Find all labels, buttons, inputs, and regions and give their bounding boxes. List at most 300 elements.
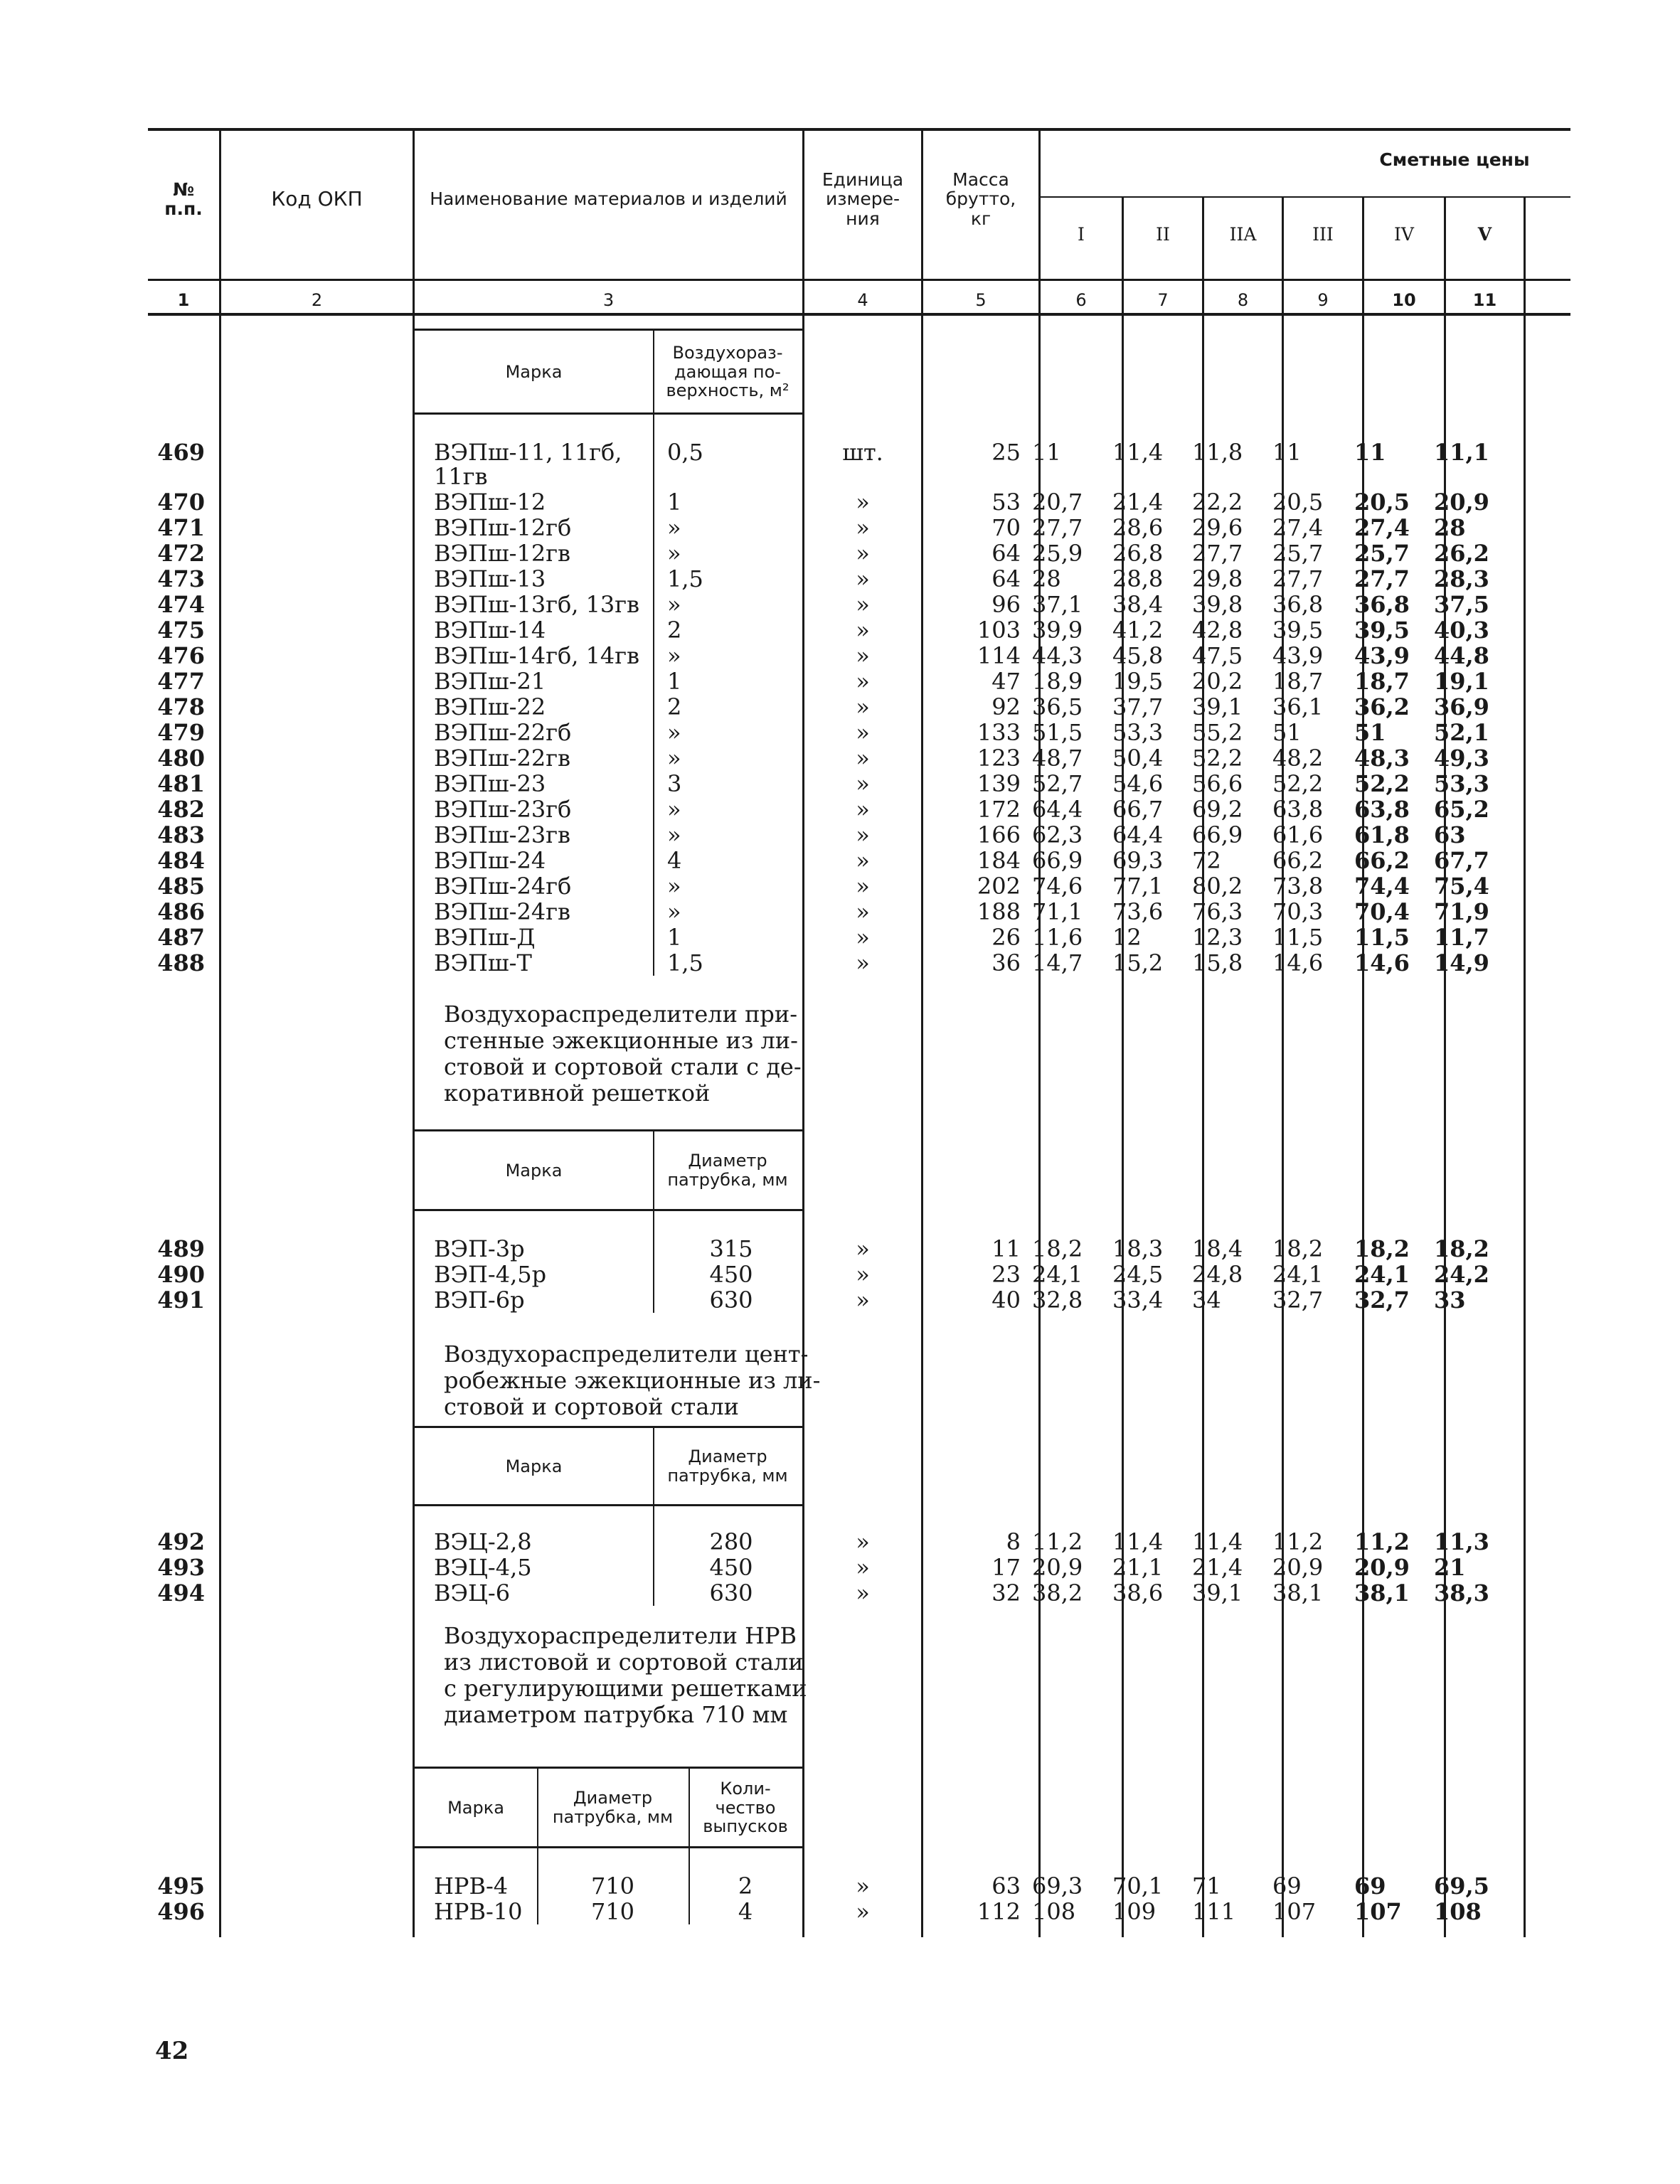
item-mass: 32: [991, 1580, 1021, 1607]
price-cell: 11,4: [1192, 1528, 1243, 1555]
price-cell: 28: [1032, 565, 1061, 592]
item-mass: 184: [977, 847, 1021, 874]
price-cell: 12,3: [1192, 924, 1243, 951]
item-unit: »: [856, 745, 870, 772]
item-unit: »: [856, 1898, 870, 1925]
price-cell: 29,6: [1192, 514, 1243, 541]
item-mass: 139: [977, 770, 1021, 797]
item-attribute: 1: [667, 489, 682, 516]
price-cell: 22,2: [1192, 489, 1243, 516]
price-cell: 54,6: [1112, 770, 1164, 797]
subheader-label: Марка: [505, 1456, 563, 1476]
item-mass: 166: [977, 821, 1021, 848]
item-unit: »: [856, 1528, 870, 1555]
item-name: ВЭЦ-4,5: [434, 1554, 532, 1581]
item-mass: 64: [991, 540, 1021, 567]
item-attribute: 1: [667, 668, 682, 695]
top-rule: [148, 128, 1570, 131]
price-cell: 38,6: [1112, 1580, 1164, 1607]
price-cell: 28,6: [1112, 514, 1164, 541]
row-number: 493: [157, 1554, 205, 1581]
price-cell: 15,8: [1192, 949, 1243, 976]
price-cell: 70,4: [1354, 898, 1410, 925]
prices-rule: [1040, 196, 1570, 198]
item-attribute: »: [667, 591, 681, 618]
item-name: ВЭПш-12: [434, 489, 546, 516]
item-attribute: 3: [667, 770, 682, 797]
price-cell: 39,1: [1192, 1580, 1243, 1607]
row-number: 491: [157, 1287, 205, 1314]
row-number: 492: [157, 1528, 205, 1555]
price-cell: 63,8: [1354, 796, 1410, 823]
item-unit: шт.: [842, 439, 883, 466]
item-mass: 188: [977, 898, 1021, 925]
price-cell: 67,7: [1434, 847, 1489, 874]
item-mass: 133: [977, 719, 1021, 746]
price-cell: 18,2: [1032, 1235, 1083, 1262]
price-cell: 52,2: [1192, 745, 1243, 772]
row-number: 487: [157, 924, 205, 951]
subheader-bottom-rule: [415, 1846, 802, 1848]
col-number: 4: [857, 290, 868, 310]
price-cell: 71,1: [1032, 898, 1083, 925]
price-cell: 28,3: [1434, 565, 1489, 592]
item-mass: 103: [977, 617, 1021, 644]
subheader-label: Марка: [447, 1797, 504, 1818]
item-mass: 53: [991, 489, 1021, 516]
item-attribute: 1,5: [667, 565, 703, 592]
subheader-bottom-rule: [415, 1504, 802, 1506]
subheader-label: Марка: [505, 361, 563, 382]
item-mass: 17: [991, 1554, 1021, 1581]
row-number: 489: [157, 1235, 205, 1262]
subheader-top-rule: [415, 1426, 802, 1428]
price-cell: 11,2: [1354, 1528, 1410, 1555]
price-cell: 66,2: [1354, 847, 1410, 874]
row-number: 480: [157, 745, 205, 772]
price-cell: 36,9: [1434, 693, 1489, 720]
price-cell: 18,9: [1032, 668, 1083, 695]
price-cell: 70,1: [1112, 1873, 1164, 1900]
price-cell: 48,2: [1272, 745, 1324, 772]
price-cell: 108: [1434, 1898, 1482, 1925]
item-mass: 96: [991, 591, 1021, 618]
price-cell: 32,7: [1354, 1287, 1410, 1314]
item-name: ВЭПш-24гб: [434, 873, 572, 900]
row-number: 481: [157, 770, 205, 797]
item-unit: »: [856, 924, 870, 951]
item-diameter: 710: [590, 1898, 635, 1925]
item-mass: 11: [991, 1235, 1021, 1262]
item-name: ВЭП-6р: [434, 1287, 525, 1314]
item-name: ВЭПш-22гб: [434, 719, 572, 746]
item-unit: »: [856, 642, 870, 669]
item-name: ВЭПш-14: [434, 617, 546, 644]
price-cell: 32,7: [1272, 1287, 1324, 1314]
col-number: 11: [1472, 290, 1497, 310]
item-attribute: »: [667, 514, 681, 541]
price-cell: 44,8: [1434, 642, 1489, 669]
row-number: 490: [157, 1261, 205, 1288]
subheader-label: Марка: [505, 1160, 563, 1181]
section-title: Воздухораспределители НРВ из листовой и сортовой стали с регулирующими решетками диаметром патрубка 710 мм: [444, 1622, 807, 1728]
price-cell: 43,9: [1272, 642, 1324, 669]
price-cell: 11,8: [1192, 439, 1243, 466]
row-number: 471: [157, 514, 205, 541]
price-cell: 38,2: [1032, 1580, 1083, 1607]
price-cell: 75,4: [1434, 873, 1489, 900]
price-cell: 12: [1112, 924, 1142, 951]
item-mass: 47: [991, 668, 1021, 695]
item-mass: 172: [977, 796, 1021, 823]
price-cell: 41,2: [1112, 617, 1164, 644]
price-cell: 52,1: [1434, 719, 1489, 746]
subheader-top-rule: [415, 329, 802, 331]
price-cell: 20,5: [1354, 489, 1410, 516]
subheader-divider: [653, 329, 654, 976]
zone-label: III: [1312, 224, 1334, 245]
row-number: 488: [157, 949, 205, 976]
price-cell: 34: [1192, 1287, 1221, 1314]
item-attribute: 450: [709, 1261, 753, 1288]
item-unit: »: [856, 1580, 870, 1607]
price-cell: 69: [1354, 1873, 1386, 1900]
row-number: 469: [157, 439, 205, 466]
header-no: № п.п.: [164, 179, 203, 219]
price-cell: 65,2: [1434, 796, 1489, 823]
price-cell: 24,1: [1272, 1261, 1324, 1288]
price-cell: 53,3: [1434, 770, 1489, 797]
price-cell: 107: [1272, 1898, 1317, 1925]
price-cell: 38,4: [1112, 591, 1164, 618]
price-cell: 20,2: [1192, 668, 1243, 695]
row-number: 483: [157, 821, 205, 848]
item-unit: »: [856, 540, 870, 567]
col-number: 5: [975, 290, 987, 310]
price-cell: 45,8: [1112, 642, 1164, 669]
item-name: ВЭПш-23гв: [434, 821, 570, 848]
subheader-label: Диаметр патрубка, мм: [667, 1151, 788, 1190]
item-unit: »: [856, 1287, 870, 1314]
row-number: 470: [157, 489, 205, 516]
price-cell: 74,4: [1354, 873, 1410, 900]
item-name: ВЭПш-22гв: [434, 745, 570, 772]
item-unit: »: [856, 770, 870, 797]
col-number: 7: [1157, 290, 1169, 310]
price-cell: 11,2: [1032, 1528, 1083, 1555]
col-number: 10: [1392, 290, 1416, 310]
price-cell: 18,4: [1192, 1235, 1243, 1262]
price-cell: 66,9: [1192, 821, 1243, 848]
item-name-cont: 11гв: [434, 463, 488, 490]
price-cell: 64,4: [1032, 796, 1083, 823]
price-cell: 20,7: [1032, 489, 1083, 516]
item-name: ВЭПш-12гб: [434, 514, 572, 541]
price-cell: 37,7: [1112, 693, 1164, 720]
price-cell: 39,9: [1032, 617, 1083, 644]
price-cell: 63,8: [1272, 796, 1324, 823]
col-number: 9: [1317, 290, 1329, 310]
price-cell: 40,3: [1434, 617, 1489, 644]
item-outlets: 2: [738, 1873, 753, 1900]
colnum-bottom-rule: [148, 313, 1570, 316]
item-attribute: 315: [709, 1235, 753, 1262]
item-mass: 64: [991, 565, 1021, 592]
price-cell: 11,6: [1032, 924, 1083, 951]
item-attribute: 2: [667, 693, 682, 720]
price-cell: 74,6: [1032, 873, 1083, 900]
row-number: 473: [157, 565, 205, 592]
price-cell: 109: [1112, 1898, 1157, 1925]
item-unit: »: [856, 847, 870, 874]
price-cell: 18,3: [1112, 1235, 1164, 1262]
item-mass: 92: [991, 693, 1021, 720]
price-cell: 111: [1192, 1898, 1236, 1925]
item-mass: 112: [977, 1898, 1021, 1925]
item-mass: 26: [991, 924, 1021, 951]
price-cell: 50,4: [1112, 745, 1164, 772]
price-cell: 66,2: [1272, 847, 1324, 874]
row-number: 495: [157, 1873, 205, 1900]
price-cell: 18,2: [1272, 1235, 1324, 1262]
price-cell: 32,8: [1032, 1287, 1083, 1314]
price-cell: 11,4: [1112, 1528, 1164, 1555]
price-cell: 20,9: [1032, 1554, 1083, 1581]
item-attribute: »: [667, 745, 681, 772]
col-divider: [1038, 129, 1041, 1937]
price-cell: 28,8: [1112, 565, 1164, 592]
item-attribute: »: [667, 719, 681, 746]
price-cell: 77,1: [1112, 873, 1164, 900]
price-cell: 25,7: [1272, 540, 1324, 567]
price-cell: 39,5: [1354, 617, 1410, 644]
price-cell: 36,1: [1272, 693, 1324, 720]
price-cell: 63: [1434, 821, 1466, 848]
item-unit: »: [856, 489, 870, 516]
item-name: НРВ-10: [434, 1898, 523, 1925]
price-cell: 27,4: [1272, 514, 1324, 541]
item-name: ВЭПш-Т: [434, 949, 532, 976]
col-divider: [219, 129, 221, 1937]
price-cell: 44,3: [1032, 642, 1083, 669]
item-attribute: »: [667, 642, 681, 669]
price-cell: 69,5: [1434, 1873, 1489, 1900]
price-cell: 108: [1032, 1898, 1076, 1925]
col-number: 1: [177, 290, 190, 310]
item-attribute: 1,5: [667, 949, 703, 976]
col-divider: [1524, 198, 1526, 1937]
price-cell: 27,7: [1192, 540, 1243, 567]
price-cell: 80,2: [1192, 873, 1243, 900]
item-name: ВЭЦ-6: [434, 1580, 511, 1607]
price-cell: 48,3: [1354, 745, 1410, 772]
price-cell: 24,2: [1434, 1261, 1489, 1288]
item-unit: »: [856, 949, 870, 976]
price-cell: 11: [1354, 439, 1386, 466]
price-cell: 19,5: [1112, 668, 1164, 695]
item-unit: »: [856, 565, 870, 592]
price-cell: 25,7: [1354, 540, 1410, 567]
item-diameter: 710: [590, 1873, 635, 1900]
row-number: 479: [157, 719, 205, 746]
price-cell: 43,9: [1354, 642, 1410, 669]
price-cell: 42,8: [1192, 617, 1243, 644]
price-cell: 71,9: [1434, 898, 1489, 925]
price-cell: 38,1: [1272, 1580, 1324, 1607]
price-cell: 18,7: [1272, 668, 1324, 695]
price-cell: 56,6: [1192, 770, 1243, 797]
price-cell: 26,2: [1434, 540, 1489, 567]
zone-label: II: [1156, 224, 1170, 245]
price-cell: 21,4: [1112, 489, 1164, 516]
col-number: 3: [602, 290, 615, 310]
price-cell: 39,1: [1192, 693, 1243, 720]
price-cell: 47,5: [1192, 642, 1243, 669]
price-cell: 66,7: [1112, 796, 1164, 823]
price-cell: 37,1: [1032, 591, 1083, 618]
zone-label: IV: [1394, 224, 1414, 245]
row-number: 482: [157, 796, 205, 823]
item-mass: 23: [991, 1261, 1021, 1288]
price-cell: 15,2: [1112, 949, 1164, 976]
price-cell: 55,2: [1192, 719, 1243, 746]
col-number: 6: [1075, 290, 1087, 310]
price-cell: 69,3: [1112, 847, 1164, 874]
item-mass: 63: [991, 1873, 1021, 1900]
subheader-label: Воздухораз- дающая по- верхность, м²: [666, 342, 790, 401]
row-number: 484: [157, 847, 205, 874]
item-name: ВЭПш-23гб: [434, 796, 572, 823]
price-cell: 72: [1192, 847, 1221, 874]
subheader-bottom-rule: [415, 412, 802, 415]
subheader-bottom-rule: [415, 1209, 802, 1211]
price-cell: 52,2: [1354, 770, 1410, 797]
price-cell: 11,3: [1434, 1528, 1489, 1555]
price-cell: 29,8: [1192, 565, 1243, 592]
zone-label: IIA: [1229, 224, 1257, 245]
item-unit: »: [856, 796, 870, 823]
price-cell: 39,8: [1192, 591, 1243, 618]
price-cell: 11,5: [1354, 924, 1410, 951]
price-cell: 73,8: [1272, 873, 1324, 900]
item-name: ВЭПш-22: [434, 693, 546, 720]
item-name: ВЭПш-24гв: [434, 898, 570, 925]
price-cell: 51,5: [1032, 719, 1083, 746]
section-title: Воздухораспределители при- стенные эжекционные из ли- стовой и сортовой стали с де- коративной решеткой: [444, 1001, 802, 1107]
item-mass: 36: [991, 949, 1021, 976]
item-mass: 40: [991, 1287, 1021, 1314]
price-cell: 21,4: [1192, 1554, 1243, 1581]
price-cell: 28: [1434, 514, 1466, 541]
price-cell: 24,1: [1354, 1261, 1410, 1288]
price-cell: 36,5: [1032, 693, 1083, 720]
price-cell: 11: [1032, 439, 1061, 466]
item-name: ВЭПш-23: [434, 770, 546, 797]
price-cell: 24,1: [1032, 1261, 1083, 1288]
item-name: ВЭЦ-2,8: [434, 1528, 532, 1555]
item-name: ВЭПш-13гб, 13гв: [434, 591, 640, 618]
price-cell: 38,1: [1354, 1580, 1410, 1607]
subheader-top-rule: [415, 1129, 802, 1131]
item-mass: 123: [977, 745, 1021, 772]
item-attribute: 0,5: [667, 439, 703, 466]
header-okp: Код ОКП: [271, 186, 363, 211]
price-cell: 36,8: [1272, 591, 1324, 618]
price-cell: 61,6: [1272, 821, 1324, 848]
item-unit: »: [856, 821, 870, 848]
price-cell: 27,4: [1354, 514, 1410, 541]
item-name: ВЭПш-Д: [434, 924, 536, 951]
price-cell: 38,3: [1434, 1580, 1489, 1607]
price-cell: 69: [1272, 1873, 1302, 1900]
item-unit: »: [856, 668, 870, 695]
item-unit: »: [856, 693, 870, 720]
item-attribute: 1: [667, 924, 682, 951]
item-mass: 70: [991, 514, 1021, 541]
item-name: ВЭПш-14гб, 14гв: [434, 642, 640, 669]
price-cell: 36,8: [1354, 591, 1410, 618]
section-title: Воздухораспределители цент- робежные эжекционные из ли- стовой и сортовой стали: [444, 1341, 821, 1420]
price-cell: 52,7: [1032, 770, 1083, 797]
subheader-top-rule: [415, 1767, 802, 1769]
price-cell: 69,3: [1032, 1873, 1083, 1900]
item-mass: 114: [977, 642, 1021, 669]
item-unit: »: [856, 898, 870, 925]
price-cell: 21,1: [1112, 1554, 1164, 1581]
item-attribute: 630: [709, 1287, 753, 1314]
row-number: 477: [157, 668, 205, 695]
row-number: 472: [157, 540, 205, 567]
item-attribute: 450: [709, 1554, 753, 1581]
price-cell: 27,7: [1354, 565, 1410, 592]
row-number: 494: [157, 1580, 205, 1607]
item-attribute: 4: [667, 847, 682, 874]
price-cell: 70,3: [1272, 898, 1324, 925]
item-unit: »: [856, 591, 870, 618]
price-cell: 36,2: [1354, 693, 1410, 720]
item-unit: »: [856, 514, 870, 541]
price-cell: 14,6: [1272, 949, 1324, 976]
price-cell: 20,9: [1354, 1554, 1410, 1581]
price-cell: 61,8: [1354, 821, 1410, 848]
item-attribute: »: [667, 821, 681, 848]
price-cell: 64,4: [1112, 821, 1164, 848]
price-cell: 14,7: [1032, 949, 1083, 976]
price-cell: 27,7: [1272, 565, 1324, 592]
zone-label: V: [1477, 224, 1492, 245]
price-cell: 24,5: [1112, 1261, 1164, 1288]
price-cell: 20,9: [1272, 1554, 1324, 1581]
zone-label: I: [1078, 224, 1085, 245]
item-mass: 25: [991, 439, 1021, 466]
col-number: 8: [1237, 290, 1249, 310]
item-attribute: 2: [667, 617, 682, 644]
page-number: 42: [155, 2037, 189, 2065]
item-unit: »: [856, 1235, 870, 1262]
item-outlets: 4: [738, 1898, 753, 1925]
price-cell: 52,2: [1272, 770, 1324, 797]
row-number: 474: [157, 591, 205, 618]
price-cell: 18,2: [1434, 1235, 1489, 1262]
price-cell: 11,1: [1434, 439, 1489, 466]
item-name: ВЭПш-11, 11гб,: [434, 439, 622, 466]
price-cell: 18,2: [1354, 1235, 1410, 1262]
item-unit: »: [856, 1873, 870, 1900]
price-cell: 76,3: [1192, 898, 1243, 925]
price-cell: 14,6: [1354, 949, 1410, 976]
item-mass: 202: [977, 873, 1021, 900]
price-cell: 21: [1434, 1554, 1466, 1581]
